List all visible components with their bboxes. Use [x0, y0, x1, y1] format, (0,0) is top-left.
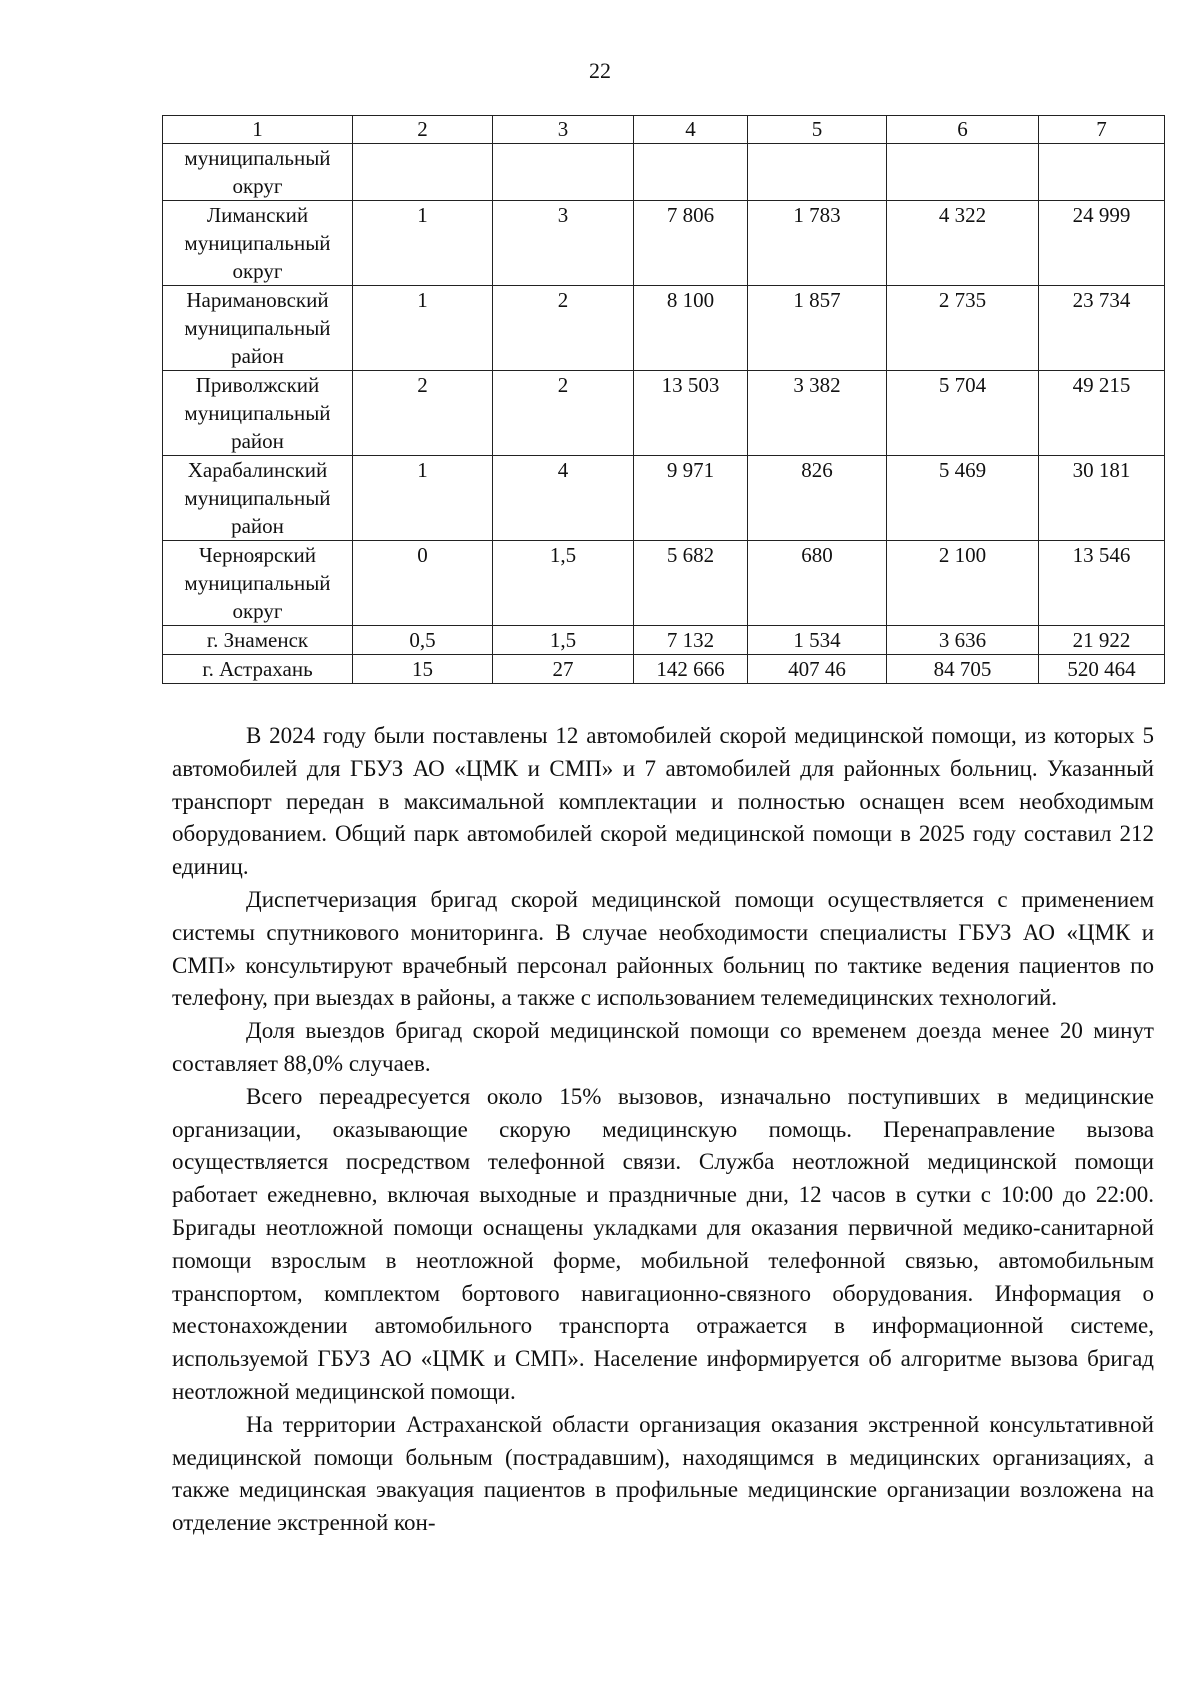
- column-header: 3: [493, 116, 634, 144]
- table-cell: 7 132: [634, 626, 748, 655]
- table-cell: муниципальный округ: [163, 144, 353, 201]
- table-cell: 1 783: [748, 201, 887, 286]
- table-cell: 520 464: [1039, 655, 1165, 684]
- table-cell: 1: [353, 201, 493, 286]
- table-cell: 5 682: [634, 541, 748, 626]
- table-cell: 27: [493, 655, 634, 684]
- column-header: 4: [634, 116, 748, 144]
- table-cell: 4 322: [887, 201, 1039, 286]
- table-row: [163, 144, 1165, 201]
- table-cell: 0: [353, 541, 493, 626]
- table-cell: Приволжский муниципальный район: [163, 371, 353, 456]
- table-cell: Харабалинский муниципальный район: [163, 456, 353, 541]
- table-cell: 4: [493, 456, 634, 541]
- table-cell: 407 46: [748, 655, 887, 684]
- column-header: 5: [748, 116, 887, 144]
- table-cell: 2: [493, 286, 634, 371]
- table-cell: 49 215: [1039, 371, 1165, 456]
- table-row: [163, 286, 1165, 371]
- table-cell: 3: [493, 201, 634, 286]
- table-cell: 5 704: [887, 371, 1039, 456]
- table-cell: 3 382: [748, 371, 887, 456]
- table-cell: 2 735: [887, 286, 1039, 371]
- paragraph: На территории Астраханской области организация оказания экстренной консультативной медицинской помощи больным (пострадавшим), находящимся в медицинских организациях, а также медицинская эвакуация пациентов в профильные медицинские организации возложена на отделение экстренной кон-: [172, 1411, 1154, 1536]
- table-cell: 142 666: [634, 655, 748, 684]
- table-cell: 84 705: [887, 655, 1039, 684]
- table-cell: 23 734: [1039, 286, 1165, 371]
- table-cell: 2 100: [887, 541, 1039, 626]
- column-header: 7: [1039, 116, 1165, 144]
- table-header-row: [163, 116, 1165, 144]
- table-cell: [1039, 144, 1165, 201]
- table-cell: 24 999: [1039, 201, 1165, 286]
- table-cell: г. Знаменск: [163, 626, 353, 655]
- table-cell: 9 971: [634, 456, 748, 541]
- table-cell: Черноярский муниципальный округ: [163, 541, 353, 626]
- table-cell: 0,5: [353, 626, 493, 655]
- table-row: [163, 626, 1165, 655]
- table-cell: 15: [353, 655, 493, 684]
- table-cell: [493, 144, 634, 201]
- table-row: [163, 655, 1165, 684]
- table-cell: 826: [748, 456, 887, 541]
- paragraph: Всего переадресуется около 15% вызовов, изначально поступивших в медицинские организации, оказывающие скорую медицинскую помощь. Перенаправление вызова осуществляется посредством телефонной связи. Служба неотложной медицинской помощи работает ежедневно, включая выходные и праздничные дни, 12 часов в сутки с 10:00 до 22:00. Бригады неотложной помощи оснащены укладками для оказания первичной медико-санитарной помощи взрослым в неотложной форме, мобильной телефонной связью, автомобильным транспортом, комплектом бортового навигационно-связного оборудования. Информация о местонахождении автомобильного транспорта отражается в информационной системе, используемой ГБУЗ АО «ЦМК и СМП». Население информируется об алгоритме вызова бригад неотложной медицинской помощи.: [172, 1083, 1154, 1404]
- table-cell: 2: [493, 371, 634, 456]
- table-cell: 5 469: [887, 456, 1039, 541]
- table-cell: 680: [748, 541, 887, 626]
- table-cell: 1 857: [748, 286, 887, 371]
- table-cell: 1,5: [493, 541, 634, 626]
- table-cell: [748, 144, 887, 201]
- table-cell: 1 534: [748, 626, 887, 655]
- table-cell: 13 546: [1039, 541, 1165, 626]
- body-text: [172, 720, 1154, 1540]
- column-header: 1: [163, 116, 353, 144]
- paragraph: В 2024 году были поставлены 12 автомобилей скорой медицинской помощи, из которых 5 автомобилей для ГБУЗ АО «ЦМК и СМП» и 7 автомобилей для районных больниц. Указанный транспорт передан в максимальной комплектации и полностью оснащен всем необходимым оборудованием. Общий парк автомобилей скорой медицинской помощи в 2025 году составил 212 единиц.: [172, 723, 1154, 880]
- table-cell: Лиманский муниципальный округ: [163, 201, 353, 286]
- table-cell: 8 100: [634, 286, 748, 371]
- table-cell: 7 806: [634, 201, 748, 286]
- table-cell: 13 503: [634, 371, 748, 456]
- table-cell: Наримановский муниципальный район: [163, 286, 353, 371]
- table-cell: 1: [353, 456, 493, 541]
- table-row: [163, 541, 1165, 626]
- paragraph: Доля выездов бригад скорой медицинской помощи со временем доезда менее 20 минут составляет 88,0% случаев.: [172, 1018, 1154, 1076]
- table-row: [163, 456, 1165, 541]
- table-cell: г. Астрахань: [163, 655, 353, 684]
- table-cell: [353, 144, 493, 201]
- table-cell: 21 922: [1039, 626, 1165, 655]
- table-cell: 3 636: [887, 626, 1039, 655]
- table-row: [163, 371, 1165, 456]
- table-cell: 2: [353, 371, 493, 456]
- page-number: 22: [589, 58, 611, 83]
- table-cell: 1,5: [493, 626, 634, 655]
- column-header: 2: [353, 116, 493, 144]
- column-header: 6: [887, 116, 1039, 144]
- table-cell: [887, 144, 1039, 201]
- table-cell: 1: [353, 286, 493, 371]
- paragraph: Диспетчеризация бригад скорой медицинской помощи осуществляется с применением системы спутникового мониторинга. В случае необходимости специалисты ГБУЗ АО «ЦМК и СМП» консультируют врачебный персонал районных больниц по тактике ведения пациентов по телефону, при выездах в районы, а также с использованием телемедицинских технологий.: [172, 886, 1154, 1011]
- table-cell: [634, 144, 748, 201]
- table-row: [163, 201, 1165, 286]
- table-cell: 30 181: [1039, 456, 1165, 541]
- statistics-table: [162, 115, 1165, 684]
